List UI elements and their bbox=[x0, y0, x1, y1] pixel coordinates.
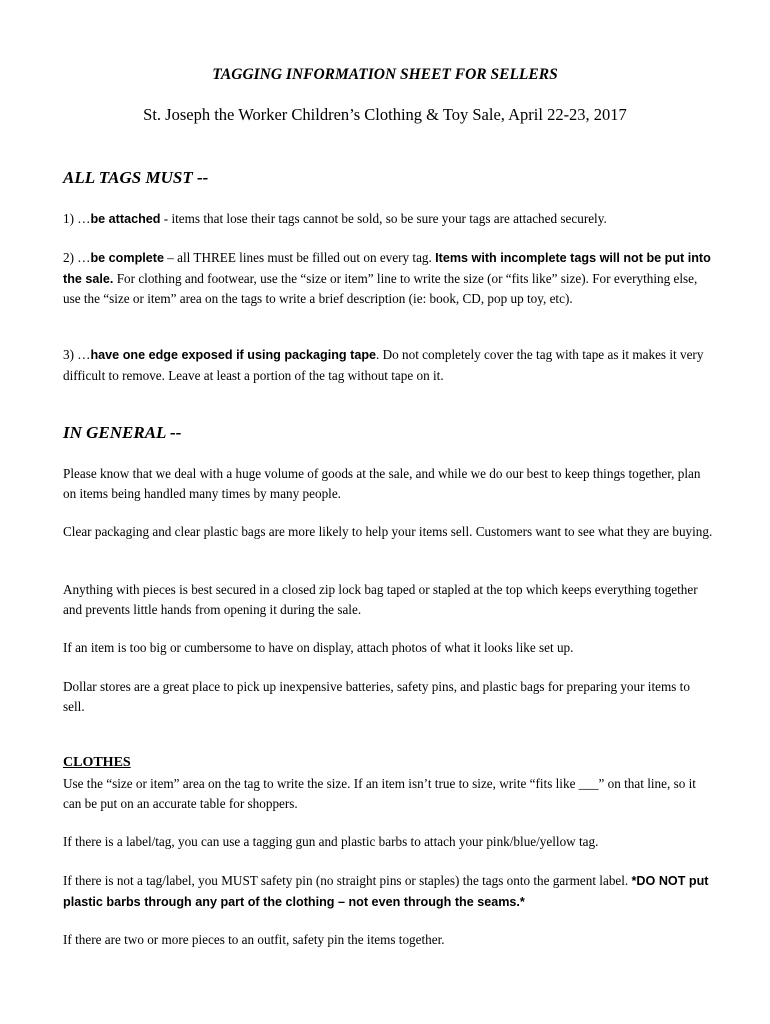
general-paragraph-5: Dollar stores are a great place to pick up inexpensive batteries, safety pins, and plastic bags for preparing your items to sell. bbox=[63, 679, 690, 714]
clothes-paragraph-2: If there is a label/tag, you can use a tagging gun and plastic barbs to attach your pink/blue/yellow tag. bbox=[63, 834, 599, 849]
general-section-heading: IN GENERAL -- bbox=[63, 423, 182, 442]
general-paragraph-2: Clear packaging and clear plastic bags are more likely to help your items sell. Customers want to see what they are buying. bbox=[63, 524, 713, 539]
clothes-paragraph-4: If there are two or more pieces to an outfit, safety pin the items together. bbox=[63, 932, 445, 947]
clothes-paragraph-3 bbox=[63, 871, 713, 912]
tags-section-heading: ALL TAGS MUST -- bbox=[63, 168, 209, 187]
rule-2-prefix: 2) … bbox=[63, 250, 91, 265]
rule-3-prefix: 3) … bbox=[63, 347, 91, 362]
rule-2-bold2: Items with incomplete tags will not be put into the sale. bbox=[63, 251, 711, 286]
rule-2-bold: be complete bbox=[90, 251, 164, 265]
tag-rule-2 bbox=[63, 248, 713, 309]
rule-2-text1: – all THREE lines must be filled out on every tag. bbox=[163, 250, 436, 265]
tag-rule-3 bbox=[63, 345, 713, 385]
rule-2-text2: For clothing and footwear, use the “size or item” line to write the size (or “fits like” size). For everything else, use the “size or item” area on the tags to write a brief description (ie: book, CD, pop up toy, etc). bbox=[63, 270, 698, 306]
rule-1-bold: be attached bbox=[90, 212, 161, 226]
general-paragraph-3: Anything with pieces is best secured in a closed zip lock bag taped or stapled at the top which keeps everything together and prevents little hands from opening it during the sale. bbox=[63, 582, 698, 617]
clothes-section-heading: CLOTHES bbox=[63, 755, 131, 770]
document-subtitle: St. Joseph the Worker Children’s Clothing & Toy Sale, April 22-23, 2017 bbox=[143, 105, 627, 124]
rule-1-prefix: 1) … bbox=[63, 211, 91, 226]
clothes-p3-text: If there is not a tag/label, you MUST safety pin (no straight pins or staples) the tags onto the garment label. bbox=[63, 873, 632, 888]
rule-3-bold: have one edge exposed if using packaging tape bbox=[90, 348, 377, 362]
rule-1-text: - items that lose their tags cannot be sold, so be sure your tags are attached securely. bbox=[160, 211, 607, 226]
rule-3-text: . Do not completely cover the tag with tape as it makes it very difficult to remove. Leave at least a portion of the tag without tape on it. bbox=[63, 347, 704, 383]
clothes-paragraph-1: Use the “size or item” area on the tag to write the size. If an item isn’t true to size, write “fits like ___” on that line, so it can be put on an accurate table for shoppers. bbox=[63, 776, 696, 811]
general-paragraph-4: If an item is too big or cumbersome to have on display, attach photos of what it looks like set up. bbox=[63, 640, 574, 655]
document-title: TAGGING INFORMATION SHEET FOR SELLERS bbox=[212, 66, 558, 83]
clothes-p3-bold: *DO NOT put plastic barbs through any part of the clothing – not even through the seams.* bbox=[63, 874, 709, 909]
tag-rule-1 bbox=[63, 209, 713, 230]
general-paragraph-1: Please know that we deal with a huge volume of goods at the sale, and while we do our best to keep things together, plan on items being handled many times by many people. bbox=[63, 466, 701, 501]
